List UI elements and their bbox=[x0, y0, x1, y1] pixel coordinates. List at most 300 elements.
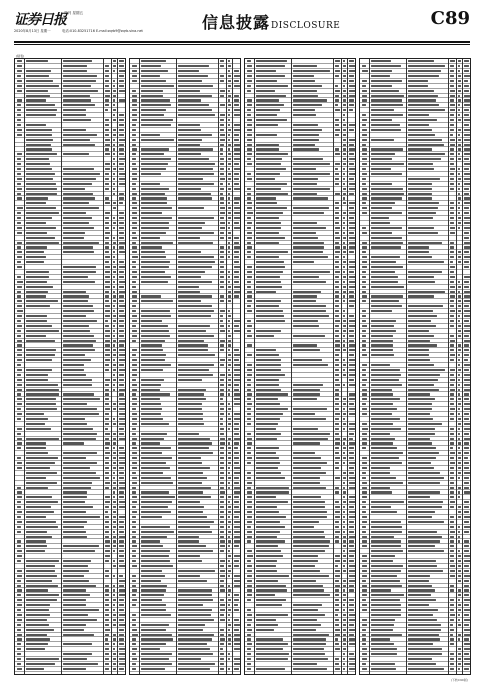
table-cell-text bbox=[458, 609, 461, 611]
table-cell-text bbox=[408, 580, 429, 582]
table-cell-text bbox=[26, 384, 59, 386]
table-cell-text bbox=[362, 291, 367, 293]
table-cell-text bbox=[141, 384, 162, 386]
table-cell-text bbox=[105, 104, 109, 106]
table-cell-text bbox=[26, 379, 49, 381]
table-cell-text bbox=[178, 80, 203, 82]
table-cell-text bbox=[220, 251, 224, 253]
table-cell-text bbox=[450, 344, 454, 346]
table-cell-text bbox=[178, 594, 213, 596]
table-cell-text bbox=[178, 521, 214, 523]
table-cell-text bbox=[220, 134, 225, 136]
table-column-block bbox=[14, 58, 126, 675]
table-cell-text bbox=[335, 178, 340, 180]
table-cell-text bbox=[141, 300, 174, 302]
table-cell-text bbox=[247, 163, 252, 165]
table-cell-text bbox=[362, 457, 367, 459]
table-cell-text bbox=[228, 315, 231, 317]
table-cell-text bbox=[256, 580, 279, 582]
table-cell-text bbox=[132, 168, 137, 170]
table-cell-text bbox=[408, 648, 442, 650]
table-cell-text bbox=[105, 634, 109, 636]
table-cell-text bbox=[113, 344, 116, 346]
table-cell-text bbox=[335, 344, 340, 346]
table-cell-text bbox=[132, 95, 138, 97]
table-cell-text bbox=[220, 389, 224, 391]
table-cell-text bbox=[458, 95, 461, 97]
table-cell-text bbox=[349, 300, 356, 302]
table-cell-text bbox=[464, 589, 469, 591]
table-cell-text bbox=[63, 384, 93, 386]
table-cell-text bbox=[105, 266, 110, 268]
table-cell-text bbox=[362, 276, 367, 278]
table-cell-text bbox=[362, 634, 366, 636]
table-cell-text bbox=[17, 540, 22, 542]
table-cell-text bbox=[458, 663, 461, 665]
table-cell-text bbox=[464, 80, 469, 82]
table-cell-text bbox=[228, 246, 231, 248]
table-cell-text bbox=[105, 281, 110, 283]
table-cell-text bbox=[256, 266, 286, 268]
table-cell-text bbox=[371, 104, 403, 106]
table-cell-text bbox=[293, 139, 320, 141]
table-cell-text bbox=[247, 531, 253, 533]
table-cell-text bbox=[113, 60, 116, 62]
table-cell-text bbox=[63, 330, 91, 332]
table-cell-text bbox=[113, 589, 116, 591]
table-cell-text bbox=[119, 193, 125, 195]
table-cell-text bbox=[26, 359, 52, 361]
table-cell-text bbox=[119, 408, 126, 410]
table-cell-text bbox=[335, 286, 340, 288]
table-cell-text bbox=[63, 325, 90, 327]
table-cell-text bbox=[408, 491, 440, 493]
table-cell-text bbox=[458, 173, 461, 175]
table-cell-text bbox=[335, 619, 339, 621]
table-cell-text bbox=[362, 531, 367, 533]
table-cell-text bbox=[450, 340, 455, 342]
table-cell-text bbox=[141, 261, 170, 263]
table-cell-text bbox=[371, 242, 404, 244]
table-cell-text bbox=[234, 261, 240, 263]
table-cell-text bbox=[247, 75, 252, 77]
table-cell-text bbox=[234, 555, 240, 557]
table-cell-text bbox=[247, 599, 252, 601]
table-cell-text bbox=[349, 477, 355, 479]
table-cell-text bbox=[349, 447, 354, 449]
table-cell-text bbox=[141, 340, 166, 342]
table-cell-text bbox=[349, 217, 354, 219]
table-cell-text bbox=[26, 506, 51, 508]
table-cell-text bbox=[335, 526, 339, 528]
table-cell-text bbox=[343, 506, 346, 508]
table-cell-text bbox=[362, 188, 367, 190]
table-cell-text bbox=[220, 340, 225, 342]
table-cell-text bbox=[220, 619, 225, 621]
table-cell-text bbox=[349, 668, 355, 670]
table-cell-text bbox=[256, 320, 286, 322]
table-cell-text bbox=[119, 310, 125, 312]
table-cell-text bbox=[26, 129, 53, 131]
table-cell-text bbox=[113, 129, 116, 131]
table-cell-text bbox=[178, 482, 203, 484]
table-cell-text bbox=[113, 99, 116, 101]
table-cell-text bbox=[141, 393, 170, 395]
table-cell-text bbox=[458, 320, 461, 322]
table-cell-text bbox=[247, 286, 252, 288]
table-cell-text bbox=[247, 487, 252, 489]
table-cell-text bbox=[113, 70, 116, 72]
table-cell-text bbox=[458, 295, 462, 297]
table-cell-text bbox=[450, 99, 455, 101]
table-cell-text bbox=[220, 472, 224, 474]
table-cell-text bbox=[228, 80, 231, 82]
table-cell-text bbox=[293, 335, 326, 337]
table-cell-text bbox=[256, 202, 277, 204]
table-cell-text bbox=[349, 452, 355, 454]
table-cell-text bbox=[362, 511, 366, 513]
table-cell-text bbox=[17, 408, 21, 410]
table-cell-text bbox=[450, 153, 454, 155]
table-cell-text bbox=[371, 442, 394, 444]
table-cell-text bbox=[113, 585, 116, 587]
table-cell-text bbox=[63, 570, 90, 572]
table-cell-text bbox=[464, 374, 470, 376]
table-cell-text bbox=[132, 222, 138, 224]
table-cell-text bbox=[371, 643, 395, 645]
table-cell-text bbox=[228, 104, 231, 106]
table-cell-text bbox=[63, 344, 94, 346]
table-cell-text bbox=[26, 349, 57, 351]
table-cell-text bbox=[371, 511, 398, 513]
table-cell-text bbox=[362, 389, 368, 391]
table-cell-text bbox=[141, 638, 174, 640]
table-cell-text bbox=[293, 648, 325, 650]
table-cell-text bbox=[113, 438, 116, 440]
table-cell-text bbox=[458, 413, 461, 415]
table-cell-text bbox=[234, 516, 240, 518]
table-cell-text bbox=[26, 85, 59, 87]
table-cell-text bbox=[220, 276, 225, 278]
table-cell-text bbox=[17, 442, 22, 444]
table-cell-text bbox=[63, 153, 90, 155]
table-cell-text bbox=[464, 129, 471, 131]
table-cell-text bbox=[458, 349, 461, 351]
table-cell-text bbox=[450, 589, 455, 591]
table-cell-text bbox=[247, 158, 251, 160]
table-cell-text bbox=[113, 442, 116, 444]
table-cell-text bbox=[228, 585, 231, 587]
table-cell-text bbox=[408, 183, 433, 185]
table-cell-text bbox=[349, 413, 355, 415]
table-cell-text bbox=[371, 609, 401, 611]
table-cell-text bbox=[464, 300, 471, 302]
table-cell-text bbox=[256, 310, 284, 312]
table-cell-text bbox=[220, 452, 224, 454]
table-cell-text bbox=[349, 521, 354, 523]
table-cell-text bbox=[234, 139, 240, 141]
table-cell-text bbox=[371, 526, 402, 528]
table-cell-text bbox=[234, 668, 240, 670]
table-cell-text bbox=[17, 310, 23, 312]
table-cell-text bbox=[234, 364, 241, 366]
table-cell-text bbox=[450, 246, 455, 248]
table-cell-text bbox=[26, 585, 59, 587]
table-cell-text bbox=[408, 619, 437, 621]
table-cell-text bbox=[113, 286, 116, 288]
table-cell-text bbox=[119, 251, 125, 253]
table-cell-text bbox=[343, 173, 346, 175]
table-cell-text bbox=[293, 305, 327, 307]
table-cell-text bbox=[63, 482, 93, 484]
table-cell-text bbox=[464, 335, 470, 337]
table-cell-text bbox=[220, 222, 225, 224]
table-cell-text bbox=[371, 305, 403, 307]
table-cell-text bbox=[234, 359, 239, 361]
table-cell-text bbox=[408, 359, 431, 361]
table-cell-text bbox=[113, 291, 116, 293]
table-cell-text bbox=[26, 178, 54, 180]
table-cell-text bbox=[349, 266, 355, 268]
table-cell-text bbox=[371, 246, 401, 248]
table-cell-text bbox=[105, 202, 110, 204]
table-cell-text bbox=[113, 550, 116, 552]
table-cell-text bbox=[256, 413, 283, 415]
table-cell-text bbox=[132, 462, 138, 464]
table-cell-text bbox=[256, 428, 277, 430]
table-cell-text bbox=[119, 648, 126, 650]
table-cell-text bbox=[26, 428, 51, 430]
table-cell-text bbox=[228, 511, 231, 513]
table-cell-text bbox=[132, 232, 136, 234]
table-cell-text bbox=[141, 491, 169, 493]
table-cell-text bbox=[293, 222, 318, 224]
table-cell-text bbox=[362, 202, 367, 204]
table-cell-text bbox=[234, 379, 241, 381]
table-cell-text bbox=[105, 393, 110, 395]
table-cell-text bbox=[256, 393, 288, 395]
table-cell-text bbox=[362, 629, 366, 631]
table-cell-text bbox=[105, 359, 110, 361]
table-cell-text bbox=[349, 379, 354, 381]
table-cell-text bbox=[113, 119, 116, 121]
table-cell-text bbox=[408, 501, 444, 503]
table-cell-text bbox=[458, 178, 461, 180]
table-cell-text bbox=[234, 183, 239, 185]
column-divider bbox=[103, 59, 104, 674]
table-cell-text bbox=[26, 173, 56, 175]
table-cell-text bbox=[458, 305, 461, 307]
table-cell-text bbox=[343, 232, 346, 234]
table-cell-text bbox=[343, 237, 346, 239]
table-cell-text bbox=[113, 242, 116, 244]
table-cell-text bbox=[371, 369, 400, 371]
table-cell-text bbox=[362, 433, 368, 435]
table-cell-text bbox=[256, 585, 287, 587]
table-cell-text bbox=[247, 197, 251, 199]
table-cell-text bbox=[408, 242, 442, 244]
table-cell-text bbox=[371, 545, 401, 547]
table-cell-text bbox=[119, 536, 125, 538]
table-cell-text bbox=[343, 202, 346, 204]
table-cell-text bbox=[63, 413, 100, 415]
table-cell-text bbox=[408, 643, 433, 645]
table-cell-text bbox=[132, 212, 138, 214]
table-cell-text bbox=[362, 447, 367, 449]
table-cell-text bbox=[220, 325, 224, 327]
table-cell-text bbox=[63, 114, 87, 116]
table-cell-text bbox=[119, 423, 126, 425]
table-cell-text bbox=[408, 638, 440, 640]
table-cell-text bbox=[343, 163, 346, 165]
table-cell-text bbox=[113, 158, 116, 160]
table-cell-text bbox=[119, 589, 126, 591]
table-cell-text bbox=[220, 604, 225, 606]
table-cell-text bbox=[349, 183, 356, 185]
table-cell-text bbox=[458, 286, 461, 288]
table-cell-text bbox=[335, 212, 339, 214]
table-cell-text bbox=[141, 634, 172, 636]
table-cell-text bbox=[105, 545, 111, 547]
table-cell-text bbox=[408, 144, 445, 146]
table-cell-text bbox=[343, 536, 346, 538]
table-cell-text bbox=[362, 139, 368, 141]
table-cell-text bbox=[408, 531, 438, 533]
table-cell-text bbox=[17, 418, 22, 420]
table-cell-text bbox=[141, 423, 170, 425]
table-cell-text bbox=[63, 305, 94, 307]
table-cell-text bbox=[132, 124, 136, 126]
table-cell-text bbox=[228, 389, 231, 391]
table-cell-text bbox=[335, 335, 340, 337]
table-cell-text bbox=[228, 482, 231, 484]
table-cell-text bbox=[132, 207, 138, 209]
table-cell-text bbox=[362, 580, 366, 582]
table-cell-text bbox=[256, 153, 288, 155]
table-cell-text bbox=[256, 119, 288, 121]
table-cell-text bbox=[228, 202, 231, 204]
table-cell-text bbox=[256, 212, 284, 214]
table-cell-text bbox=[408, 575, 431, 577]
table-cell-text bbox=[335, 261, 339, 263]
table-cell-text bbox=[63, 442, 84, 444]
table-cell-text bbox=[450, 114, 454, 116]
table-cell-text bbox=[141, 60, 167, 62]
table-cell-text bbox=[220, 286, 224, 288]
table-cell-text bbox=[141, 369, 164, 371]
section-title-en: DISCLOSURE bbox=[271, 21, 341, 31]
table-cell-text bbox=[178, 364, 215, 366]
table-cell-text bbox=[335, 242, 339, 244]
table-cell-text bbox=[335, 85, 339, 87]
table-cell-text bbox=[371, 129, 402, 131]
table-cell-text bbox=[178, 634, 215, 636]
table-cell-text bbox=[343, 589, 346, 591]
table-cell-text bbox=[256, 276, 280, 278]
table-cell-text bbox=[343, 344, 346, 346]
table-cell-text bbox=[464, 232, 469, 234]
table-cell-text bbox=[17, 575, 23, 577]
table-cell-text bbox=[17, 266, 22, 268]
table-cell-text bbox=[371, 393, 393, 395]
table-cell-text bbox=[371, 276, 398, 278]
table-cell-text bbox=[450, 202, 454, 204]
table-cell-text bbox=[335, 629, 340, 631]
table-cell-text bbox=[26, 90, 49, 92]
table-cell-text bbox=[119, 75, 124, 77]
table-cell-text bbox=[247, 114, 251, 116]
table-cell-text bbox=[408, 139, 442, 141]
table-cell-text bbox=[113, 648, 116, 650]
table-cell-text bbox=[371, 619, 396, 621]
table-cell-text bbox=[63, 619, 97, 621]
table-cell-text bbox=[349, 325, 356, 327]
table-cell-text bbox=[141, 281, 169, 283]
table-cell-text bbox=[362, 624, 367, 626]
header-rule-thin bbox=[14, 44, 470, 45]
table-cell-text bbox=[247, 442, 252, 444]
table-cell-text bbox=[293, 124, 318, 126]
table-cell-text bbox=[178, 452, 214, 454]
table-cell-text bbox=[113, 193, 116, 195]
table-cell-text bbox=[234, 413, 240, 415]
table-cell-text bbox=[293, 609, 318, 611]
table-cell-text bbox=[256, 173, 281, 175]
table-cell-text bbox=[464, 550, 469, 552]
table-cell-text bbox=[63, 604, 86, 606]
table-cell-text bbox=[343, 271, 346, 273]
table-cell-text bbox=[113, 256, 116, 258]
table-cell-text bbox=[17, 433, 21, 435]
table-cell-text bbox=[408, 320, 432, 322]
table-cell-text bbox=[464, 197, 471, 199]
table-cell-text bbox=[119, 545, 124, 547]
table-cell-text bbox=[408, 477, 445, 479]
table-cell-text bbox=[113, 594, 116, 596]
table-cell-text bbox=[371, 207, 392, 209]
table-cell-text bbox=[450, 555, 455, 557]
table-cell-text bbox=[17, 242, 23, 244]
table-cell-text bbox=[371, 638, 390, 640]
table-cell-text bbox=[349, 638, 356, 640]
table-cell-text bbox=[362, 364, 367, 366]
table-cell-text bbox=[132, 202, 138, 204]
table-cell-text bbox=[464, 310, 470, 312]
table-cell-text bbox=[293, 104, 323, 106]
table-cell-text bbox=[464, 134, 471, 136]
table-cell-text bbox=[63, 457, 86, 459]
table-cell-text bbox=[371, 604, 402, 606]
table-cell-text bbox=[63, 276, 88, 278]
table-cell-text bbox=[247, 85, 251, 87]
table-cell-text bbox=[464, 251, 470, 253]
table-cell-text bbox=[343, 491, 347, 493]
table-cell-text bbox=[17, 168, 22, 170]
table-cell-text bbox=[178, 158, 210, 160]
table-cell-text bbox=[119, 384, 124, 386]
table-cell-text bbox=[335, 95, 340, 97]
table-cell-text bbox=[362, 565, 368, 567]
table-cell-text bbox=[17, 398, 22, 400]
table-cell-text bbox=[335, 540, 339, 542]
table-cell-text bbox=[26, 560, 59, 562]
table-cell-text bbox=[247, 589, 253, 591]
table-cell-text bbox=[132, 305, 137, 307]
table-cell-text bbox=[256, 643, 288, 645]
table-cell-text bbox=[228, 550, 231, 552]
table-cell-text bbox=[178, 487, 211, 489]
table-cell-text bbox=[141, 555, 170, 557]
